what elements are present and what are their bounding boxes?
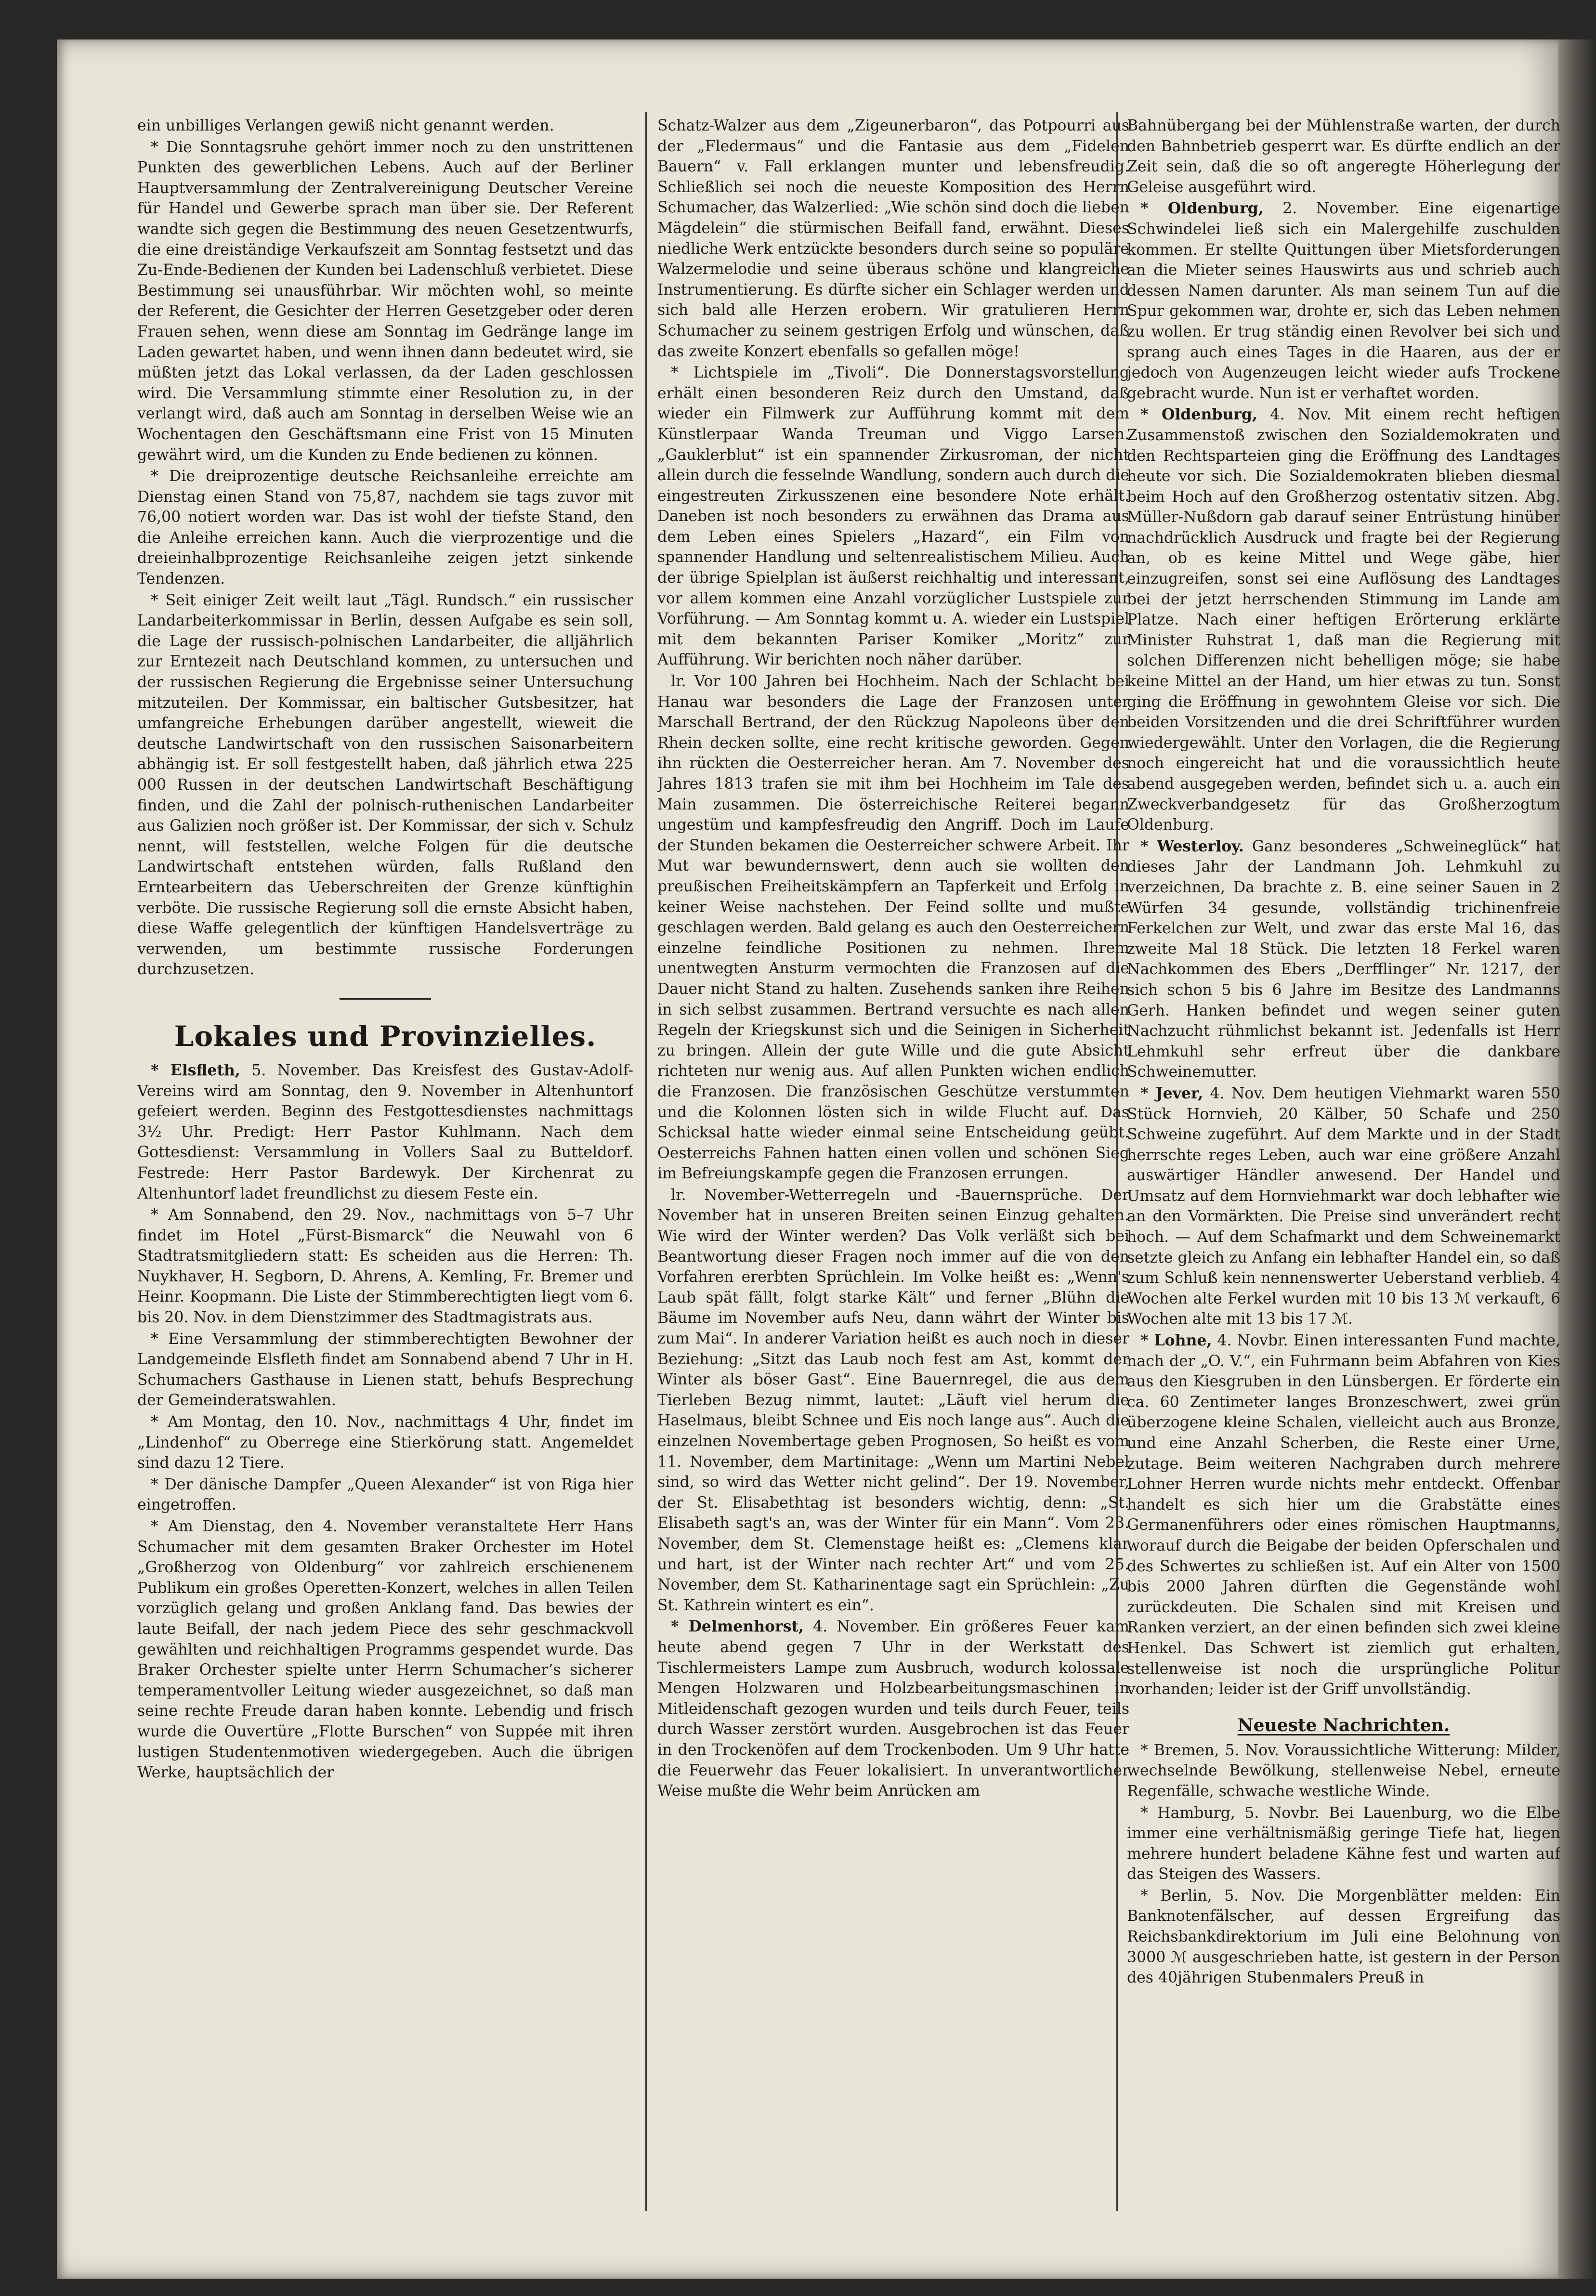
article-wetterregeln: lr. November-Wetterregeln und -Bauernsprüche. Der November hat in unseren Breiten seinen Einzug gehalten. Wie wird der Winter werden? Das Volk verläßt sich bei Beantwortung dieser Fragen noch immer auf die von den Vorfahren ererbten Sprüchlein. Im Volke heißt es: „Wenn's Laub spät fällt, folgt starke Kält“ und ferner „Blühn die Bäume im November aufs Neu, dann währt der Winter bis zum Mai“. In anderer Variation heißt es auch noch in dieser Beziehung: „Sitzt das Laub noch fest am Ast, kommt der Winter als böser Gast“. Eine Bauernregel, die aus dem Tierleben Bezug nimmt, lautet: „Läuft viel herum die Haselmaus, bleibt Schnee und Eis noch lange aus“. Auch die einzelnen Novembertage geben Prognosen, So heißt es vom 11. November, dem Martinitage: „Wenn um Martini Nebel sind, so wird das Wetter nicht gelind“. Der 19. November, der St. Elisabethtag ist besonders wichtig, denn: „St. Elisabeth sagt's an, was der Winter für ein Mann“. Vom 23. November, dem St. Clemenstage heißt es: „Clemens klar und hart, ist der Winter nach rechter Art“ und vom 25. November, dem St. Katharinentage sagt ein Sprüchlein: „Zu St. Kathrein wintert es ein“. <box>657 1186 1129 1614</box>
news-bremen: * Bremen, 5. Nov. Voraussichtliche Witterung: Milder, wechselnde Bewölkung, stellenweise Nebel, erneute Regenfälle, schwache westliche Winde. <box>1127 1741 1560 1800</box>
separator-rule <box>340 998 431 1000</box>
article-lohne <box>1127 1331 1560 1700</box>
article-westerloy <box>1127 836 1560 1083</box>
column-left <box>137 116 633 2215</box>
dateline-place: * Jever, <box>1140 1084 1204 1102</box>
article-dampfer: * Der dänische Dampfer „Queen Alexander“ ist von Riga hier eingetroffen. <box>137 1475 633 1514</box>
article-lichtspiele: * Lichtspiele im „Tivoli“. Die Donnerstagsvorstellung erhält einen besonderen Reiz durch den Umstand, daß wieder ein Filmwerk zur Aufführung kommt mit dem Künstlerpaar Wanda Treuman und Viggo Larsen. „Gauklerblut“ ist ein spannender Zirkusroman, der nicht allein durch die fesselnde Wandlung, sondern auch durch die eingestreuten Zirkusszenen eine besondere Note erhält. Daneben ist noch besonders zu erwähnen das Drama aus dem Leben eines Spielers „Hazard“, ein Film von spannender Handlung und seltenrealistischem Milieu. Auch der übrige Spielplan ist äußerst reichhaltig und interessant, vor allem kommen eine Anzahl vorzüglicher Lustspiele zur Vorführung. — Am Sonntag kommt u. A. wieder ein Lustspiel mit dem bekannten Pariser Komiker „Moritz“ zur Aufführung. Wir berichten noch näher darüber. <box>657 364 1129 669</box>
article-elsfleth <box>137 1060 633 1204</box>
dateline-place: * Oldenburg, <box>1140 405 1257 424</box>
dateline-place: * Westerloy. <box>1140 837 1244 855</box>
section-heading: Lokales und Provinzielles. <box>174 1019 597 1053</box>
article-sonntagsruhe: * Die Sonntagsruhe gehört immer noch zu den unstrittenen Punkten des gewerblichen Lebens. Auch auf der Berliner Hauptversammlung der Zentralvereinigung Deutscher Vereine für Handel und Gewerbe sprach man über sie. Der Referent wandte sich gegen die Bestimmung des neuen Gesetzentwurfs, die eine dreiständige Verkaufszeit am Sonntag festsetzt und das Zu-Ende-Bedienen der Kunden bei Ladenschluß verbietet. Diese Bestimmung sei unausführbar. Wir möchten wohl, so meinte der Referent, die Gesichter der Herren Gesetzgeber oder deren Frauen sehen, wenn diese am Sonntag im Gedränge lange im Laden gewartet haben, und wenn ihnen dann bedeutet wird, sie müßten jetzt das Lokal verlassen, da der Laden geschlossen wird. Die Versammlung stimmte einer Resolution zu, in der verlangt wird, daß auch am Sonntag in derselben Weise wie an Wochentagen den Geschäftsmann eine Frist von 15 Minuten gewährt wird, um die Kunden zu Ende bedienen zu können. <box>137 138 633 464</box>
book-page-edge <box>1558 39 1596 2279</box>
article-versammlung: * Eine Versammlung der stimmberechtigten Bewohner der Landgemeinde Elsfleth findet am Sonnabend abend 7 Uhr in H. Schumachers Gasthause in Lienen statt, behufs Besprechung der Gemeinderatswahlen. <box>137 1330 633 1409</box>
dateline-place: * Lohne, <box>1140 1331 1212 1350</box>
article-jever <box>1127 1083 1560 1330</box>
article-body: 5. November. Das Kreisfest des Gustav-Adolf-Vereins wird am Sonntag, den 9. November in Altenhuntorf gefeiert werden. Beginn des Festgottesdienstes nachmittags 3½ Uhr. Predigt: Herr Pastor Kuhlmann. Nach dem Gottesdienst: Versammlung in Vollers Saal zu Butteldorf. Festrede: Herr Pastor Bardewyk. Der Kirchenrat zu Altenhuntorf ladet freundlichst zu diesem Feste ein. <box>137 1061 633 1202</box>
article-konzert: * Am Dienstag, den 4. November veranstaltete Herr Hans Schumacher mit dem gesamten Braker Orchester im Hotel „Großherzog von Oldenburg“ vor zahlreich erschienenem Publikum ein großes Operetten-Konzert, welches in allen Teilen vorzüglich gelang und großen Anklang fand. Das bewies der laute Beifall, der nach jedem Piece des sehr geschmackvoll gewählten und reichhaltigen Programms gespendet wurde. Das Braker Orchester spielte unter Herrn Schumacher’s sicherer temperamentvoller Leitung wieder ausgezeichnet, so daß man seine rechte Freude daran haben konnte. Lebendig und frisch wurde die Ouvertüre „Flotte Burschen“ von Suppée mit ihren lustigen Studentenmotiven wiedergegeben. Auch die übrigen Werke, hauptsächlich der <box>137 1518 633 1782</box>
column-rule-left <box>645 112 647 2211</box>
article-stadtrat-wahl: * Am Sonnabend, den 29. Nov., nachmittags von 5–7 Uhr findet im Hotel „Fürst-Bismarck“ die Neuwahl von 6 Stadtratsmitgliedern statt: Es scheiden aus die Herren: Th. Nuykhaver, H. Segborn, D. Ahrens, A. Kemling, Fr. Bremer und Heinr. Koopmann. Die Liste der Stimmberechtigten liegt vom 6. bis 20. Nov. in dem Dienstzimmer des Stadtmagistrats aus. <box>137 1206 633 1327</box>
news-berlin: * Berlin, 5. Nov. Die Morgenblätter melden: Ein Banknotenfälscher, auf dessen Ergreifung das Reichsbankdirektorium im Juli eine Belohnung von 3000 ℳ ausgeschrieben hatte, ist gestern in der Person des 40jährigen Stubenmalers Preuß in <box>1127 1887 1560 1987</box>
article-delmenhorst <box>657 1617 1129 1801</box>
dateline-place: * Delmenhorst, <box>671 1618 804 1636</box>
article-text: ein unbilliges Verlangen gewiß nicht genannt werden. <box>137 117 554 134</box>
article-oldenburg-landtag <box>1127 404 1560 835</box>
article-landarbeiterkommissar: * Seit einiger Zeit weilt laut „Tägl. Rundsch.“ ein russischer Landarbeiterkommissar in Berlin, dessen Aufgabe es sein soll, die Lage der russisch-polnischen Landarbeiter, die alljährlich zur Erntezeit nach Deutschland kommen, zu untersuchen und der russischen Regierung die Ergebnisse seiner Untersuchung mitzuteilen. Der Kommissar, ein baltischer Gutsbesitzer, hat umfangreiche Erhebungen darüber angestellt, wieweit die deutsche Landwirtschaft von den russischen Saisonarbeitern abhängig ist. Er soll festgestellt haben, daß jährlich etwa 225 000 Russen in der deutschen Landwirtschaft Beschäftigung finden, und die Zahl der polnisch-ruthenischen Landarbeiter aus Galizien noch größer ist. Der Kommissar, der sich v. Schulz nennt, will feststellen, welche Folgen für die deutsche Landwirtschaft entstehen würden, falls Rußland den Erntearbeitern das Ueberschreiten der Grenze künftighin verböte. Die russische Regierung soll die ernste Absicht haben, diese Waffe gelegentlich der künftigen Handelsverträge zu verwenden, um bestimmte russische Forderungen durchzusetzen. <box>137 591 633 978</box>
dateline-place: * Oldenburg, <box>1140 199 1264 218</box>
article-hochheim: lr. Vor 100 Jahren bei Hochheim. Nach der Schlacht bei Hanau war besonders die Lage der Franzosen unter Marschall Bertrand, der den Rückzug Napoleons über den Rhein decken sollte, eine recht kritische geworden. Gegen ihn rückten die Oesterreicher heran. Am 7. November des Jahres 1813 trafen sie mit ihm bei Hochheim im Tale des Main zusammen. Die österreichische Reiterei begann ungestüm und kampfesfreudig den Angriff. Doch im Laufe der Stunden bekamen die Oesterreicher schwere Arbeit. Ihr Mut war bewundernswert, denn auch sie wollten den preußischen Freiheitskämpfern an Tapferkeit und Erfolg in keiner Weise nachstehen. Der Feind sollte und mußte geschlagen werden. Bald gelang es auch den Oesterreichern einzelne feindliche Positionen zu nehmen. Ihrem unentwegten Ansturm vermochten die Franzosen auf die Dauer nicht Stand zu halten. Zusehends sanken ihre Reihen in sich selbst zusammen. Bertrand versuchte es nach allen Regeln der Kriegskunst sich und die Seinigen in Sicherheit zu bringen. Allein der gute Wille und die gute Absicht richteten nur wenig aus. Auf allen Punkten wichen endlich die Franzosen. Die französischen Geschütze verstummten und die Kolonnen lösten sich in wilde Flucht auf. Das Schicksal hatte wieder einmal seine Entscheidung geübt. Oesterreichs Fahnen hatten einen vollen und schönen Sieg im Befreiungskampfe gegen die Franzosen errungen. <box>657 673 1129 1183</box>
article-oldenburg-schwindel <box>1127 198 1560 404</box>
article-reichsanleihe: * Die dreiprozentige deutsche Reichsanleihe erreichte am Dienstag einen Stand von 75,87, nachdem sie tags zuvor mit 76,00 notiert worden war. Das ist wohl der tiefste Stand, den die Anleihe erreichen kann. Auch die vierprozentige und die dreieinhalbprozentige Reichsanleihe zeigen jetzt sinkende Tendenzen. <box>137 468 633 588</box>
column-right <box>1127 116 1560 2215</box>
article-body: 4. Nov. Dem heutigen Viehmarkt waren 550 Stück Hornvieh, 20 Kälber, 50 Schafe und 250 Schweine zugeführt. Auf dem Markte und in der Stadt herrschte reges Leben, auch war eine größere Anzahl auswärtiger Händler anwesend. Der Handel und Umsatz auf dem Hornviehmarkt war doch lebhafter wie an den Vormärkten. Die Preise sind unverändert recht hoch. — Auf dem Schafmarkt und dem Schweinemarkt setzte gleich zu Anfang ein lebhafter Handel ein, so daß zum Schluß kein nennenswerter Ueberstand verblieb. 4 Wochen alte Ferkel wurden mit 10 bis 13 ℳ verkauft, 6 Wochen alte mit 13 bis 17 ℳ. <box>1127 1084 1560 1328</box>
news-subheading: Neueste Nachrichten. <box>1237 1715 1450 1735</box>
article-body: 4. Novbr. Einen interessanten Fund machte, nach der „O. V.“, ein Fuhrmann beim Abfahren von Kies aus den Kiesgruben in den Lünsbergen. Er förderte ein ca. 60 Zentimeter langes Bronzeschwert, zwei grün überzogene kleine Schalen, vielleicht auch aus Bronze, und eine Anzahl Scherben, die Reste einer Urne, zutage. Beim weiteren Nachgraben durch mehrere Lohner Herren wurde nichts mehr entdeckt. Offenbar handelt es sich hier um die Grabstätte eines Germanenführers oder eines römischen Hauptmanns, worauf durch die Beigabe der beiden Opferschalen und des Schwertes zu schließen ist. Auf ein Alter von 1500 bis 2000 Jahren dürften die Gegenstände wohl zurückdeuten. Die Schalen sind mit Kreisen und Ranken verziert, an der einen befinden sich zwei kleine Henkel. Das Schwert ist ziemlich gut erhalten, stellenweise ist noch die ursprüngliche Politur vorhanden; leider ist der Griff unvollständig. <box>1127 1332 1560 1698</box>
article-stierkoerung: * Am Montag, den 10. Nov., nachmittags 4 Uhr, findet im „Lindenhof“ zu Oberrege eine Stierkörung statt. Angemeldet sind dazu 12 Tiere. <box>137 1413 633 1472</box>
column-middle <box>657 116 1129 2215</box>
article-body: 2. November. Eine eigenartige Schwindelei ließ sich ein Malergehilfe zuschulden kommen. Er stellte Quittungen über Mietsforderungen an die Mieter seines Hauswirts aus und schrieb auch dessen Namen darunter. Als man seinem Tun auf die Spur gekommen war, drohte er, sich das Leben nehmen zu wollen. Er trug ständig einen Revolver bei sich und sprang auch eines Tages in die Haaren, aus der er jedoch von Augenzeugen leicht wieder aufs Trockene gebracht wurde. Nun ist er verhaftet worden. <box>1127 200 1560 402</box>
dateline-place: * Elsfleth, <box>151 1061 240 1079</box>
article-body: Ganz besonderes „Schweineglück“ hat dieses Jahr der Landmann Joh. Lehmkuhl zu verzeichnen, Da brachte z. B. eine seiner Sauen in 2 Würfen 34 gesunde, vollständig trichinenfreie Ferkelchen zur Welt, und zwar das erste Mal 16, das zweite Mal 18 Stück. Die letzten 18 Ferkel waren Nachkommen des Ebers „Derfflinger“ Nr. 1217, der sich schon 5 bis 6 Jahre im Besitze des Landmanns Gerh. Hanken befindet und wegen seiner guten Nachzucht rühmlichst bekannt ist. Jedenfalls ist Herr Lehmkuhl sehr erfreut über die dankbare Schweinemutter. <box>1127 837 1560 1081</box>
article-body: 4. Nov. Mit einem recht heftigen Zusammenstoß zwischen den Sozialdemokraten und den Rechtsparteien ging die Eröffnung des Landtages heute vor sich. Die Sozialdemokraten blieben diesmal beim Hoch auf den Großherzog ostentativ sitzen. Abg. Müller-Nußdorn gab darauf seiner Entrüstung hinüber nachdrücklich Ausdruck und fragte bei der Regierung an, ob es keine Mittel und Wege gäbe, hier einzugreifen, sonst sei eine Auflösung des Landtages bei der jetzt herrschenden Stimmung im Lande am Platze. Nach einer heftigen Erörterung erklärte Minister Ruhstrat 1, daß man die Regierung mit solchen Differenzen nicht behelligen möge; sie habe keine Mittel an der Hand, um hier etwas zu tun. Sonst ging die Eröffnung in gewohntem Gleise vor sich. Die beiden Vorsitzenden und die drei Schriftführer wurden wiedergewählt. Unter den Vorlagen, die die Regierung noch eingereicht hat und die voraussichtlich heute abend ausgegeben werden, befindet sich u. a. auch ein Zweckverbandgesetz für das Großherzogtum Oldenburg. <box>1127 406 1560 834</box>
article-delmenhorst-continued: Bahnübergang bei der Mühlenstraße warten, der durch den Bahnbetrieb gesperrt war. Es dürfte endlich an der Zeit sein, daß die so oft angeregte Höherlegung der Geleise ausgeführt wird. <box>1127 117 1560 196</box>
news-hamburg: * Hamburg, 5. Novbr. Bei Lauenburg, wo die Elbe immer eine verhältnismäßig geringe Tiefe hat, liegen mehrere hundert beladene Kähne fest und warten auf das Steigen des Wassers. <box>1127 1804 1560 1883</box>
article-body: 4. November. Ein größeres Feuer kam heute abend gegen 7 Uhr in der Werkstatt des Tischlermeisters Lampe zum Ausbruch, wodurch kolossale Mengen Holzwaren und Holzbearbeitungsmaschinen in Mitleidenschaft gezogen wurden und teils durch Feuer, teils durch Wasser zerstört wurden. Ausgebrochen ist das Feuer in den Trockenöfen auf dem Trockenboden. Um 9 Uhr hatte die Feuerwehr das Feuer lokalisiert. In unverantwortlicher Weise mußte die Wehr beim Anrücken am <box>657 1618 1129 1800</box>
article-konzert-continued: Schatz-Walzer aus dem „Zigeunerbaron“, das Potpourri aus der „Fledermaus“ und die Fantasie aus dem „Fidelen Bauern“ v. Fall erklangen munter und lebensfreudig. Schließlich sei noch die neueste Komposition des Herrn Schumacher, das Walzerlied: „Wie schön sind doch die lieben Mägdelein“ die stürmischen Beifall fand, erwähnt. Dieses niedliche Werk entzückte besonders durch seine so populäre Walzermelodie und seine überaus schöne und klangreiche Instrumentierung. Es dürfte sicher ein Schlager werden und sich bald alle Herzen erobern. Wir gratulieren Herrn Schumacher zu seinem gestrigen Erfolg und wünschen, daß das zweite Konzert ebenfalls so gefallen möge! <box>657 117 1129 360</box>
